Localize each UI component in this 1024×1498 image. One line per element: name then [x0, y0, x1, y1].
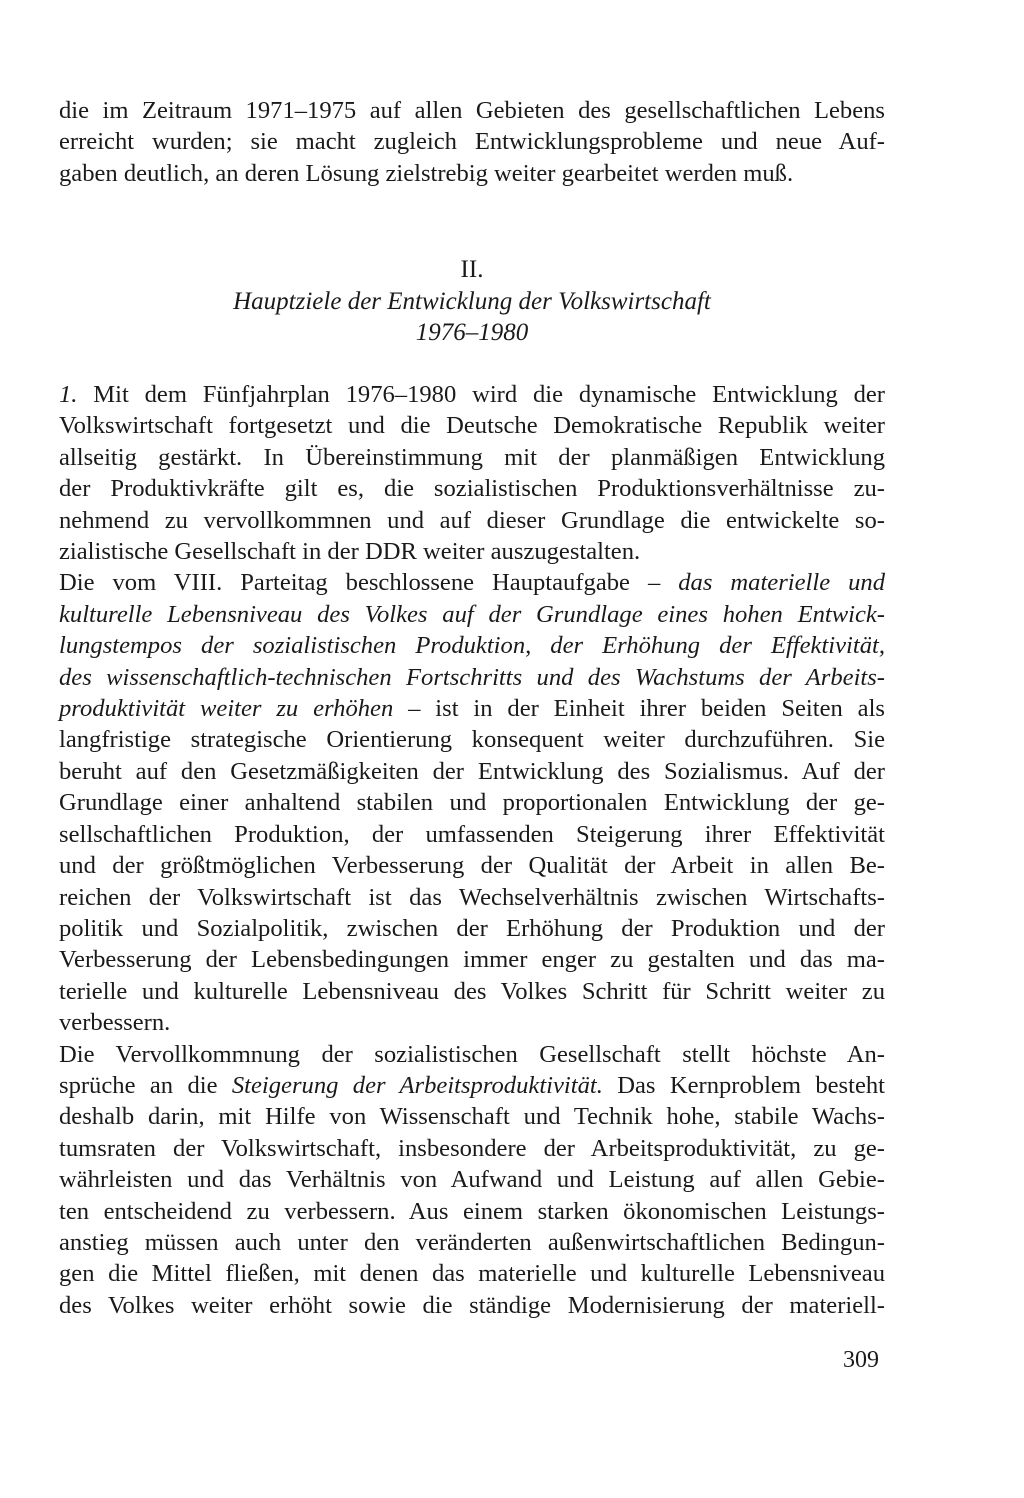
text-line — [59, 976, 885, 1007]
text-segment: allseitig gestärkt. In Übereinstimmung mit der planmäßigen Entwicklung — [59, 443, 885, 471]
text-line — [59, 630, 885, 661]
text-line: die im Zeitraum 1971–1975 auf allen Gebieten des gesellschaftlichen Lebens — [59, 97, 885, 124]
text-line — [59, 1290, 885, 1321]
text-segment: Verbesserung der Lebensbedingungen immer enger zu gestalten und das ma- — [59, 946, 885, 974]
text-line — [59, 1101, 885, 1132]
text-line — [59, 913, 885, 944]
text-line — [59, 1039, 885, 1070]
text-segment: des Volkes weiter erhöht sowie die ständige Modernisierung der materiell- — [59, 1291, 885, 1319]
text-segment: verbessern. — [59, 1009, 171, 1037]
section-years: 1976–1980 — [415, 319, 529, 346]
text-line — [59, 473, 885, 504]
text-line: erreicht wurden; sie macht zugleich Entwicklungsprobleme und neue Auf- — [59, 128, 885, 156]
text-line — [59, 379, 885, 410]
text-segment: währleisten und das Verhältnis von Aufwand und Leistung auf allen Gebie- — [59, 1166, 885, 1194]
text-line — [59, 1007, 885, 1038]
text-segment: Volkswirtschaft fortgesetzt und die Deutsche Demokratische Republik weiter — [59, 412, 885, 440]
text-segment: deshalb darin, mit Hilfe von Wissenschaft und Technik hohe, stabile Wachs- — [59, 1103, 885, 1131]
text-segment: gen die Mittel fließen, mit denen das materielle und kulturelle Lebensniveau — [59, 1260, 885, 1288]
text-segment: ten entscheidend zu verbessern. Aus einem starken ökonomischen Leistungs- — [59, 1197, 885, 1225]
text-segment: sprüche an die — [59, 1071, 232, 1099]
text-segment: politik und Sozialpolitik, zwischen der Erhöhung der Produktion und der — [59, 914, 885, 942]
text-segment: Mit dem Fünfjahrplan 1976–1980 wird die dynamische Entwicklung der — [77, 381, 885, 408]
text-segment: anstieg müssen auch unter den veränderten außenwirtschaftlichen Bedingun- — [59, 1228, 885, 1256]
emphasis-segment: Steigerung der Arbeitsproduktivität. — [231, 1071, 603, 1099]
text-segment: reichen der Volkswirtschaft ist das Wechselverhältnis zwischen Wirtschafts- — [59, 883, 885, 911]
text-line — [59, 787, 885, 818]
text-line — [59, 536, 885, 567]
emphasis-segment: produktivität weiter zu erhöhen — [59, 695, 394, 723]
text-line — [59, 724, 885, 755]
text-line — [59, 944, 885, 975]
emphasis-segment: des wissenschaftlich-technischen Fortschritts und des Wachstums der Arbeits- — [59, 663, 885, 691]
text-segment: – ist in der Einheit ihrer beiden Seiten als — [393, 695, 885, 723]
text-line — [59, 599, 885, 630]
text-line — [59, 1133, 885, 1164]
text-line — [59, 442, 885, 473]
text-line — [59, 1227, 885, 1258]
section-title: Hauptziele der Entwicklung der Volkswirtschaft — [233, 287, 711, 315]
page-number: 309 — [843, 1347, 879, 1373]
body-text — [59, 379, 885, 1321]
text-line — [59, 882, 885, 913]
section-heading — [59, 254, 885, 349]
text-segment: Grundlage einer anhaltend stabilen und proportionalen Entwicklung der ge- — [59, 789, 885, 817]
paragraph-1 — [59, 379, 885, 567]
text-line — [59, 1196, 885, 1227]
text-line: gaben deutlich, an deren Lösung zielstrebig weiter gearbeitet werden muß. — [59, 159, 794, 187]
text-segment: sellschaftlichen Produktion, der umfassenden Steigerung ihrer Effektivität — [59, 820, 885, 848]
section-numeral: II. — [460, 256, 484, 283]
text-line — [59, 662, 885, 693]
text-segment: nehmend zu vervollkommnen und auf dieser Grundlage die entwickelte so- — [59, 506, 885, 534]
paragraph-2 — [59, 567, 885, 1038]
text-line — [59, 1070, 885, 1101]
text-segment: der Produktivkräfte gilt es, die sozialistischen Produktionsverhältnisse zu- — [59, 475, 885, 503]
text-line — [59, 756, 885, 787]
text-segment: Das Kernproblem besteht — [602, 1071, 885, 1099]
text-line — [59, 819, 885, 850]
text-segment: zialistische Gesellschaft in der DDR weiter auszugestalten. — [59, 538, 641, 566]
text-segment: tumsraten der Volkswirtschaft, insbesondere der Arbeitsproduktivität, zu ge- — [59, 1134, 885, 1162]
text-line — [59, 505, 885, 536]
text-line — [59, 410, 885, 441]
emphasis-segment: das materielle und — [678, 569, 885, 597]
text-line — [59, 1258, 885, 1289]
paragraph-3 — [59, 1039, 885, 1322]
text-segment: terielle und kulturelle Lebensniveau des Volkes Schritt für Schritt weiter zu — [59, 977, 885, 1005]
text-segment: Die Vervollkommnung der sozialistischen Gesellschaft stellt höchste An- — [59, 1040, 885, 1068]
text-segment: langfristige strategische Orientierung konsequent weiter durchzuführen. Sie — [59, 726, 885, 754]
emphasis-segment: kulturelle Lebensniveau des Volkes auf der Grundlage eines hohen Entwick- — [59, 600, 885, 628]
text-line — [59, 693, 885, 724]
text-line — [59, 850, 885, 881]
emphasis-segment: 1. — [59, 381, 78, 408]
text-segment: und der größtmöglichen Verbesserung der Qualität der Arbeit in allen Be- — [59, 852, 885, 880]
emphasis-segment: lungstempos der sozialistischen Produktion, der Erhöhung der Effektivität, — [59, 632, 885, 660]
text-segment: Die vom VIII. Parteitag beschlossene Hauptaufgabe – — [59, 569, 679, 597]
text-line — [59, 567, 885, 598]
text-line — [59, 1164, 885, 1195]
intro-paragraph — [59, 95, 885, 189]
text-segment: beruht auf den Gesetzmäßigkeiten der Entwicklung des Sozialismus. Auf der — [59, 757, 885, 785]
